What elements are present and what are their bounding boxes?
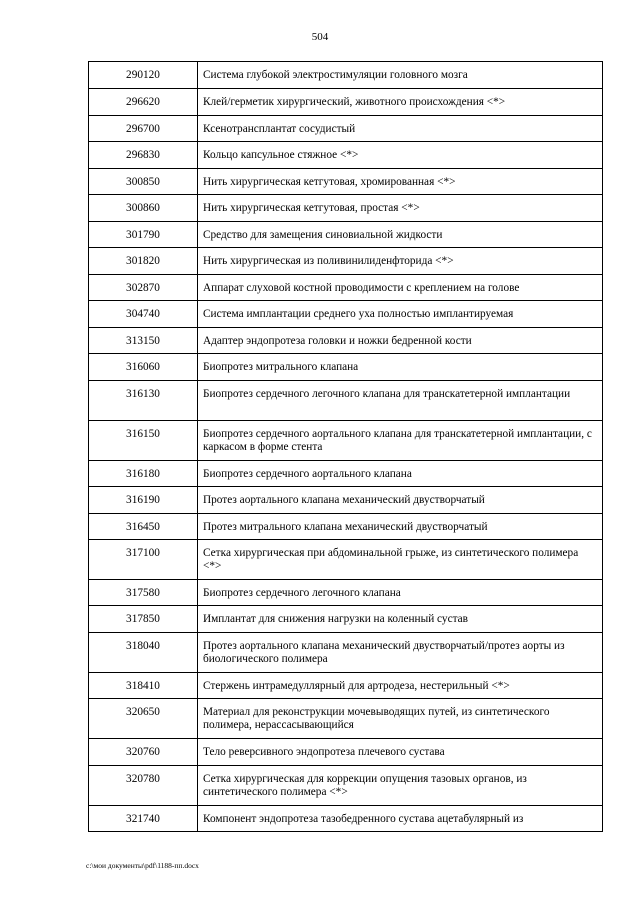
table-row [89,381,603,421]
name-cell: Протез митрального клапана механический двустворчатый [198,514,603,540]
footer-file-path: c:\мои документы\pdf\1188-пп.docx [86,861,199,870]
name-cell: Стержень интрамедуллярный для артродеза, нестерильный <*> [198,673,603,699]
name-cell: Система имплантации среднего уха полностью имплантируемая [198,301,603,328]
name-cell: Адаптер эндопротеза головки и ножки бедренной кости [198,328,603,354]
table-row [89,806,603,832]
table-row [89,248,603,275]
table-row [89,89,603,116]
name-cell: Аппарат слуховой костной проводимости с креплением на голове [198,275,603,301]
table-row [89,142,603,169]
code-cell: 304740 [89,301,198,328]
device-code-table [88,61,603,832]
code-cell: 316060 [89,354,198,381]
table-row [89,116,603,142]
name-cell: Биопротез сердечного легочного клапана [198,580,603,606]
code-cell: 316150 [89,421,198,461]
name-cell: Средство для замещения синовиальной жидкости [198,222,603,248]
table-row [89,514,603,540]
table-row [89,195,603,222]
code-cell: 296700 [89,116,198,142]
name-cell: Нить хирургическая из поливинилиденфторида <*> [198,248,603,275]
code-cell: 302870 [89,275,198,301]
name-cell: Протез аортального клапана механический двустворчатый [198,487,603,514]
code-cell: 317580 [89,580,198,606]
name-cell: Имплантат для снижения нагрузки на коленный сустав [198,606,603,633]
name-cell: Нить хирургическая кетгутовая, простая <*> [198,195,603,222]
code-cell: 313150 [89,328,198,354]
code-cell: 290120 [89,62,198,89]
code-cell: 316130 [89,381,198,421]
table-row [89,461,603,487]
table-row [89,169,603,195]
table-row [89,275,603,301]
table-row [89,301,603,328]
table-row [89,699,603,739]
code-cell: 296620 [89,89,198,116]
code-cell: 318410 [89,673,198,699]
code-cell: 321740 [89,806,198,832]
code-cell: 300850 [89,169,198,195]
page-number: 504 [311,31,329,43]
table-row [89,606,603,633]
table-row [89,487,603,514]
code-cell: 316180 [89,461,198,487]
code-cell: 301820 [89,248,198,275]
table-body [89,62,603,832]
table-row [89,580,603,606]
code-cell: 301790 [89,222,198,248]
code-cell: 316190 [89,487,198,514]
table-row [89,540,603,580]
code-cell: 317100 [89,540,198,580]
name-cell: Ксенотрансплантат сосудистый [198,116,603,142]
code-cell: 300860 [89,195,198,222]
code-cell: 296830 [89,142,198,169]
name-cell: Система глубокой электростимуляции головного мозга [198,62,603,89]
table-row [89,766,603,806]
table-row [89,354,603,381]
table-row [89,62,603,89]
code-cell: 320760 [89,739,198,766]
name-cell: Протез аортального клапана механический двустворчатый/протез аорты из биологического полимера [198,633,603,673]
code-cell: 318040 [89,633,198,673]
table-row [89,673,603,699]
name-cell: Тело реверсивного эндопротеза плечевого сустава [198,739,603,766]
name-cell: Нить хирургическая кетгутовая, хромированная <*> [198,169,603,195]
name-cell: Биопротез сердечного легочного клапана для транскатетерной имплантации [198,381,603,421]
table-row [89,222,603,248]
table-row [89,739,603,766]
name-cell: Сетка хирургическая при абдоминальной грыже, из синтетического полимера <*> [198,540,603,580]
table-row [89,633,603,673]
code-cell: 317850 [89,606,198,633]
name-cell: Биопротез митрального клапана [198,354,603,381]
table-row [89,328,603,354]
name-cell: Кольцо капсульное стяжное <*> [198,142,603,169]
code-cell: 316450 [89,514,198,540]
name-cell: Компонент эндопротеза тазобедренного сустава ацетабулярный из [198,806,603,832]
name-cell: Клей/герметик хирургический, животного происхождения <*> [198,89,603,116]
table-row [89,421,603,461]
code-cell: 320780 [89,766,198,806]
code-cell: 320650 [89,699,198,739]
name-cell: Сетка хирургическая для коррекции опущения тазовых органов, из синтетического полимера <*> [198,766,603,806]
name-cell: Биопротез сердечного аортального клапана [198,461,603,487]
name-cell: Биопротез сердечного аортального клапана для транскатетерной имплантации, с каркасом в форме стента [198,421,603,461]
name-cell: Материал для реконструкции мочевыводящих путей, из синтетического полимера, нерассасывающийся [198,699,603,739]
